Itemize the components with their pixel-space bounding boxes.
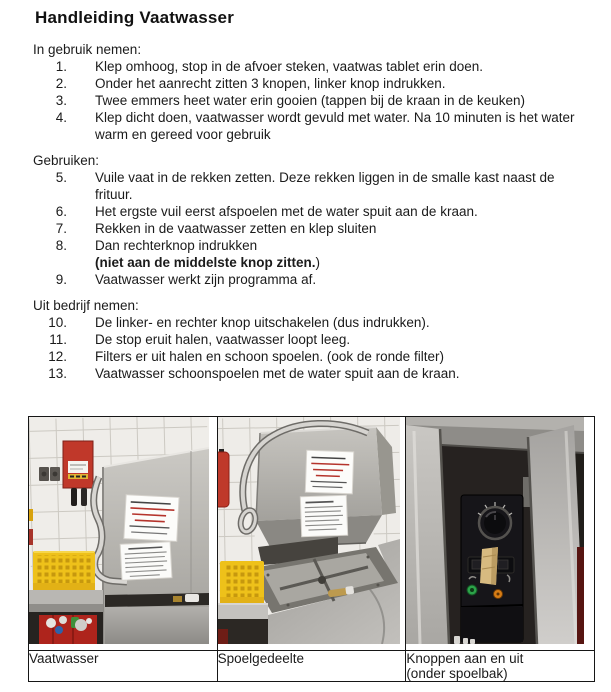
item-text: Filters er uit halen en schoon spoelen. (ook de ronde filter) — [95, 349, 444, 364]
item-text: Het ergste vuil eerst afspoelen met de water spuit aan de kraan. — [95, 204, 478, 219]
hose-reel-box — [63, 441, 93, 488]
photo-cell-spoelgedeelte — [217, 417, 406, 651]
instruction-sections — [33, 41, 611, 382]
section-heading: Uit bedrijf nemen: — [33, 298, 139, 313]
list-item — [33, 348, 611, 365]
list-item — [33, 314, 611, 331]
list-item — [33, 169, 611, 203]
list-item — [33, 331, 611, 348]
item-number: 10. — [48, 315, 67, 330]
list-item — [33, 365, 611, 382]
list-item — [33, 271, 611, 288]
section-heading: In gebruik nemen: — [33, 42, 142, 57]
list-item — [33, 75, 611, 92]
control-panel — [454, 495, 523, 644]
red-crate-with-bottles — [39, 615, 97, 644]
item-number: 13. — [48, 366, 67, 381]
taped-note-red-text — [124, 495, 179, 542]
item-number: 11. — [49, 332, 67, 347]
item-number: 6. — [55, 204, 67, 219]
item-number: 9. — [55, 272, 67, 287]
yellow-dish-rack — [33, 551, 95, 592]
section-1 — [33, 41, 611, 143]
item-text: De stop eruit halen, vaatwasser loopt leeg. — [95, 332, 351, 347]
item-text: Klep dicht doen, vaatwasser wordt gevuld met water. Na 10 minuten is het water warm en gereed voor gebruik — [95, 110, 575, 142]
yellow-dish-rack — [220, 561, 264, 606]
item-text: Rekken in de vaatwasser zetten en klep sluiten — [95, 221, 377, 236]
photo-caption-vaatwasser — [29, 651, 218, 682]
item-number: 1. — [55, 59, 67, 74]
item-text: Dan rechterknop indrukken (niet aan de middelste knop zitten.) — [95, 238, 321, 270]
caption-line: (onder spoelbak) — [406, 666, 508, 681]
list-item — [33, 92, 611, 109]
tape-strip — [480, 547, 498, 585]
caption-line: Knoppen aan en uit — [406, 651, 524, 666]
item-text: Vaatwasser werkt zijn programma af. — [95, 272, 317, 287]
shelf-edge — [218, 603, 268, 619]
counter-top — [29, 590, 103, 604]
taped-note-red-text — [305, 450, 353, 494]
list-item — [33, 109, 611, 143]
photo-vaatwasser — [29, 417, 209, 644]
list-item — [33, 220, 611, 237]
section-2 — [33, 152, 611, 288]
item-text: Onder het aanrecht zitten 3 knopen, linker knop indrukken. — [95, 76, 446, 91]
photo-caption-spoelgedeelte — [217, 651, 406, 682]
section-heading: Gebruiken: — [33, 153, 100, 168]
photo-row — [29, 417, 595, 651]
photo-caption-knoppen — [406, 651, 595, 682]
item-text: Vaatwasser schoonspoelen met de water spuit aan de kraan. — [95, 366, 460, 381]
taped-note-dense-text — [120, 542, 172, 581]
list-item — [33, 203, 611, 220]
edge-object-red — [29, 529, 33, 545]
caption-line: Spoelgedeelte — [217, 651, 304, 666]
caption-line: Vaatwasser — [29, 651, 99, 666]
edge-object-yellow — [29, 509, 33, 521]
section-3 — [33, 297, 611, 382]
item-text: De linker- en rechter knop uitschakelen (dus indrukken). — [95, 315, 430, 330]
fire-extinguisher — [218, 449, 229, 507]
item-text: Twee emmers heet water erin gooien (tappen bij de kraan in de keuken) — [95, 93, 525, 108]
photo-cell-knoppen — [406, 417, 595, 651]
item-number: 7. — [55, 221, 67, 236]
list-item — [33, 237, 611, 271]
photo-spoelgedeelte — [218, 417, 400, 644]
photo-knoppen-aan-en-uit — [406, 417, 584, 644]
item-number: 5. — [55, 170, 67, 185]
item-text: Klep omhoog, stop in de afvoer steken, vaatwas tablet erin doen. — [95, 59, 483, 74]
item-number: 12. — [48, 349, 67, 364]
item-number: 8. — [55, 238, 67, 253]
photo-cell-vaatwasser — [29, 417, 218, 651]
item-number: 4. — [55, 110, 67, 125]
item-number: 3. — [55, 93, 67, 108]
photo-table — [28, 416, 595, 682]
item-number: 2. — [55, 76, 67, 91]
red-crate-hint — [218, 629, 228, 644]
list-item — [33, 58, 611, 75]
caption-row — [29, 651, 595, 682]
brass-fitting — [173, 596, 182, 602]
item-text: Vuile vaat in de rekken zetten. Deze rekken liggen in de smalle kast naast de frituur. — [95, 170, 555, 202]
page-title: Handleiding Vaatwasser — [35, 8, 235, 27]
taped-note-dense-text — [300, 495, 347, 537]
red-edge-sliver — [577, 547, 584, 644]
